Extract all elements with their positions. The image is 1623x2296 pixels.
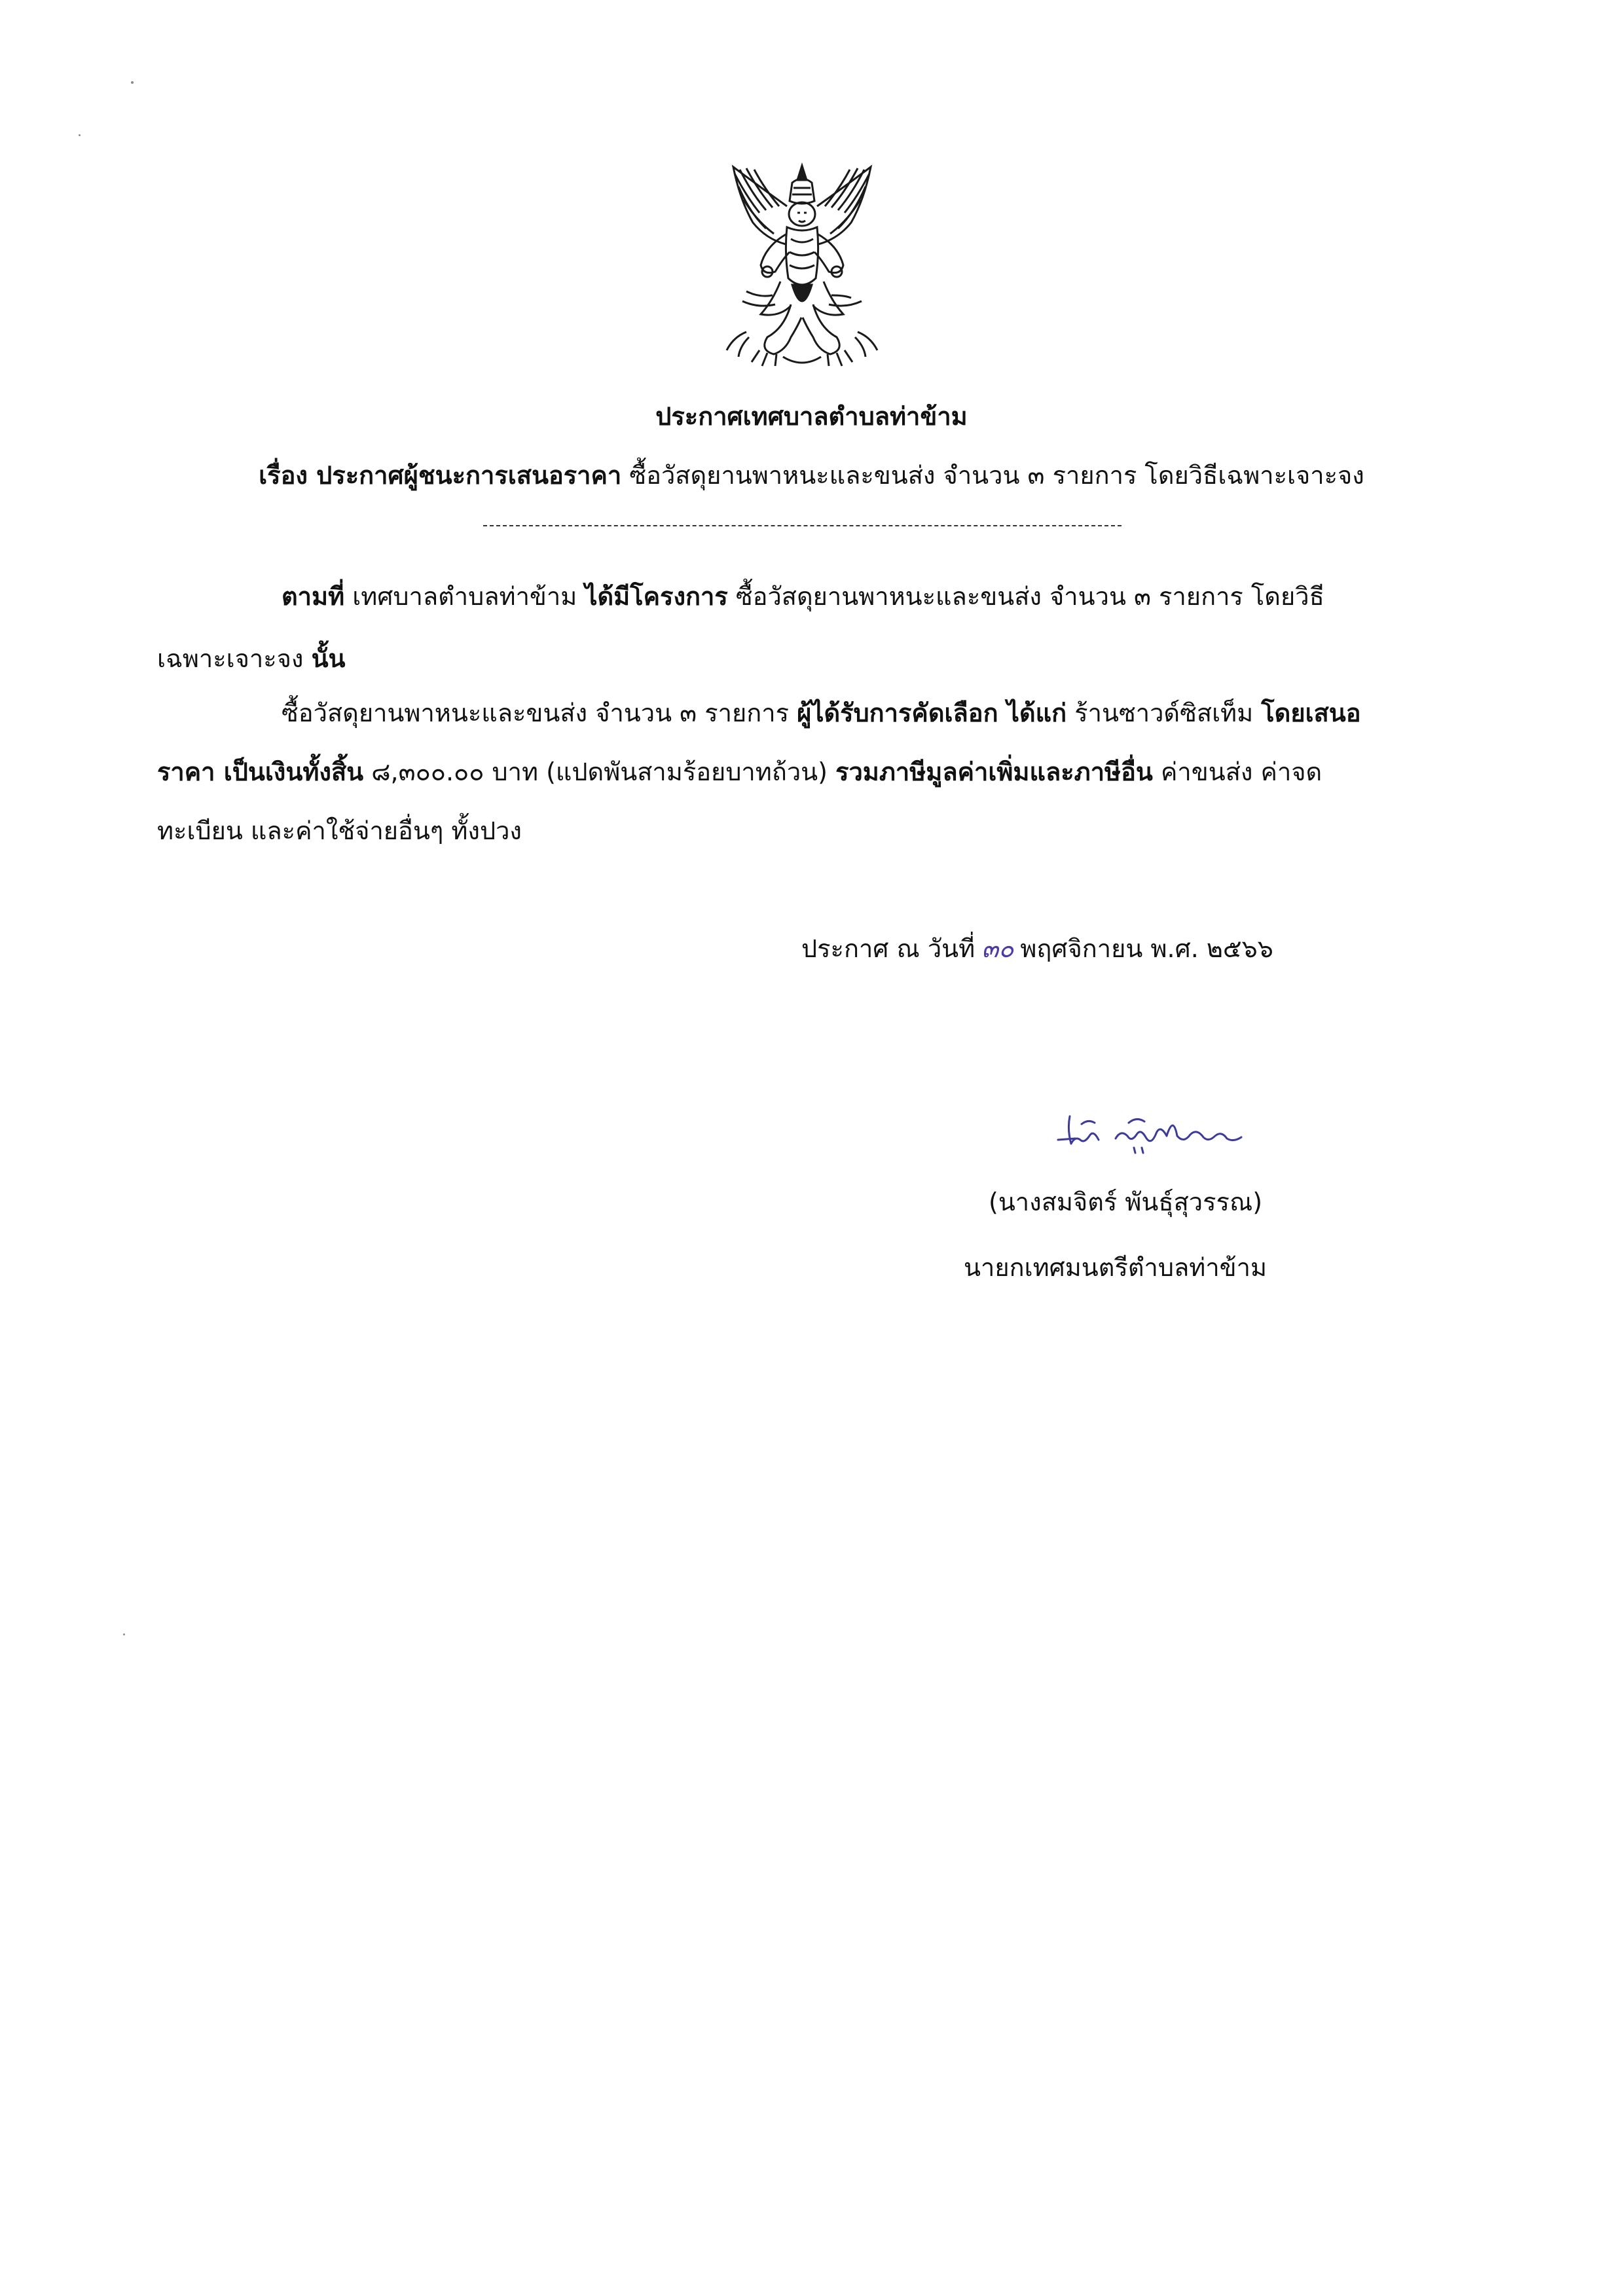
- subject-prefix: เรื่อง ประกาศผู้ชนะการเสนอราคา: [259, 461, 622, 490]
- scan-speck: [79, 134, 81, 136]
- paragraph-1-line-2: [157, 638, 346, 678]
- date-day: ๓๐: [981, 934, 1014, 963]
- p2-line2-text-b: ค่าขนส่ง ค่าจด: [1152, 757, 1322, 786]
- scan-speck: [131, 81, 134, 84]
- p2-text-a: ซื้อวัสดุยานพาหนะและขนส่ง จำนวน ๓ รายการ: [282, 699, 797, 727]
- handwritten-signature-icon: [1055, 1110, 1244, 1162]
- p1-line2-bold: นั้น: [311, 644, 346, 673]
- dashed-divider: [483, 525, 1122, 526]
- p2-line2-bold-a: ราคา เป็นเงินทั้งสิ้น: [157, 757, 364, 786]
- p2-bold-a: ผู้ได้รับการคัดเลือก ได้แก่: [797, 699, 1067, 727]
- p2-line2-text-a: ๘,๓๐๐.๐๐ บาท (แปดพันสามร้อยบาทถ้วน): [363, 757, 836, 786]
- garuda-emblem-icon: [720, 160, 884, 369]
- p1-line2-text: เฉพาะเจาะจง: [157, 644, 312, 673]
- paragraph-2-line-1: [282, 693, 1361, 733]
- document-subject: [0, 455, 1623, 495]
- announcement-date: [801, 928, 1273, 968]
- date-month-year: พฤศจิกายน พ.ศ. ๒๕๖๖: [1020, 934, 1273, 963]
- paragraph-1-line-1: [282, 576, 1324, 616]
- p1-bold-b: ได้มีโครงการ: [585, 582, 728, 611]
- p2-line2-bold-b: รวมภาษีมูลค่าเพิ่มและภาษีอื่น: [835, 757, 1153, 786]
- p2-text-b: ร้านซาวด์ซิสเท็ม: [1067, 699, 1262, 727]
- paragraph-2-line-2: [157, 752, 1322, 792]
- scan-speck: [123, 1633, 125, 1635]
- document-title: ประกาศเทศบาลตำบลท่าข้าม: [655, 402, 968, 431]
- p1-text-a: เทศบาลตำบลท่าข้าม: [344, 582, 585, 611]
- p2-line3-text: ทะเบียน และค่าใช้จ่ายอื่นๆ ทั้งปวง: [157, 816, 522, 845]
- date-prefix: ประกาศ ณ วันที่: [801, 934, 976, 963]
- paragraph-2-line-3: [157, 811, 522, 850]
- p1-text-b: ซื้อวัสดุยานพาหนะและขนส่ง จำนวน ๓ รายการ โดยวิธี: [727, 582, 1324, 611]
- signer-name: (นางสมจิตร์ พันธุ์สุวรรณ): [989, 1188, 1263, 1216]
- p1-bold-a: ตามที่: [282, 582, 345, 611]
- subject-text: ซื้อวัสดุยานพาหนะและขนส่ง จำนวน ๓ รายการ โดยวิธีเฉพาะเจาะจง: [621, 461, 1364, 490]
- signer-position: นายกเทศมนตรีตำบลท่าข้าม: [964, 1253, 1267, 1282]
- p2-bold-b: โดยเสนอ: [1261, 699, 1361, 727]
